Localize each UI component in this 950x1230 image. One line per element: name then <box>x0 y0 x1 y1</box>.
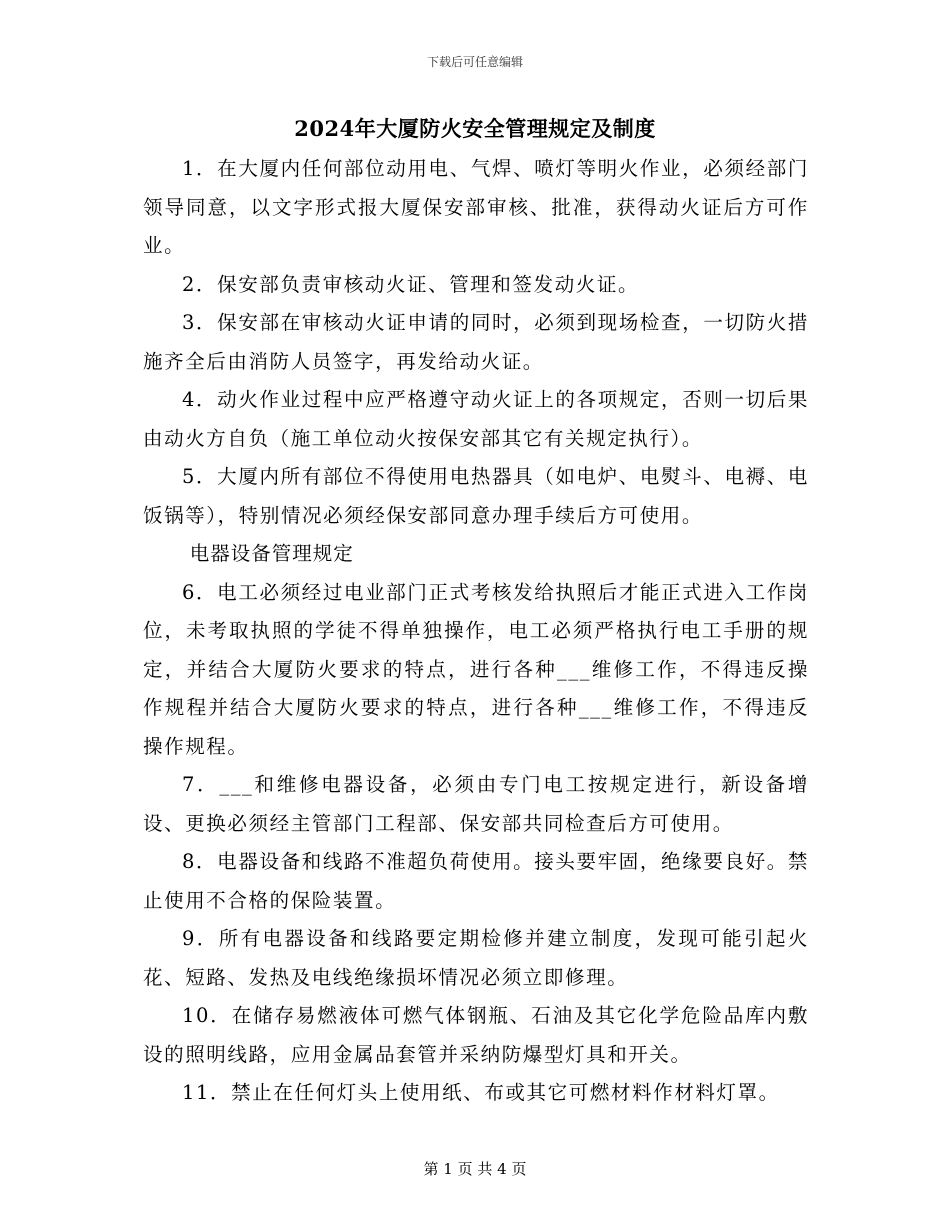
paragraph-8: 8．电器设备和线路不准超负荷使用。接头要牢固，绝缘要良好。禁止使用不合格的保险装置。 <box>143 850 809 912</box>
paragraph-7: 7．___和维修电器设备，必须由专门电工按规定进行，新设备增设、更换必须经主管部门工程部、保安部共同检查后方可使用。 <box>143 773 809 835</box>
download-note: 下载后可任意编辑 <box>426 55 523 69</box>
paragraph-2: 2．保安部负责审核动火证、管理和签发动火证。 <box>182 272 640 296</box>
paragraph-1: 1．在大厦内任何部位动用电、气焊、喷灯等明火作业，必须经部门领导同意，以文字形式报大厦保安部审核、批准，获得动火证后方可作业。 <box>143 157 809 257</box>
paragraph-4: 4．动火作业过程中应严格遵守动火证上的各项规定，否则一切后果由动火方自负（施工单位动火按保安部其它有关规定执行）。 <box>143 388 809 450</box>
paragraph-6: 6．电工必须经过电业部门正式考核发给执照后才能正式进入工作岗位，未考取执照的学徒不得单独操作，电工必须严格执行电工手册的规定，并结合大厦防火要求的特点，进行各种___维修工作，不得违反操作规程并结合大厦防火要求的特点，进行各种___维修工作，不得违反操作规程。 <box>143 580 809 758</box>
document-body <box>143 150 809 1113</box>
paragraph-5: 5．大厦内所有部位不得使用电热器具（如电炉、电熨斗、电褥、电饭锅等），特别情况必须经保安部同意办理手续后方可使用。 <box>143 465 809 527</box>
paragraph-10: 10．在储存易燃液体可燃气体钢瓶、石油及其它化学危险品库内敷设的照明线路，应用金属品套管并采纳防爆型灯具和开关。 <box>143 1004 809 1066</box>
paragraph-11: 11．禁止在任何灯头上使用纸、布或其它可燃材料作材料灯罩。 <box>182 1081 780 1104</box>
section-subheading: 电器设备管理规定 <box>189 542 354 565</box>
paragraph-3: 3．保安部在审核动火证申请的同时，必须到现场检查，一切防火措施齐全后由消防人员签字，再发给动火证。 <box>143 311 809 373</box>
page-number: 第 1 页 共 4 页 <box>423 1160 527 1178</box>
document-title: 2024年大厦防火安全管理规定及制度 <box>294 116 656 141</box>
paragraph-9: 9．所有电器设备和线路要定期检修并建立制度，发现可能引起火花、短路、发热及电线绝缘损坏情况必须立即修理。 <box>143 927 809 989</box>
